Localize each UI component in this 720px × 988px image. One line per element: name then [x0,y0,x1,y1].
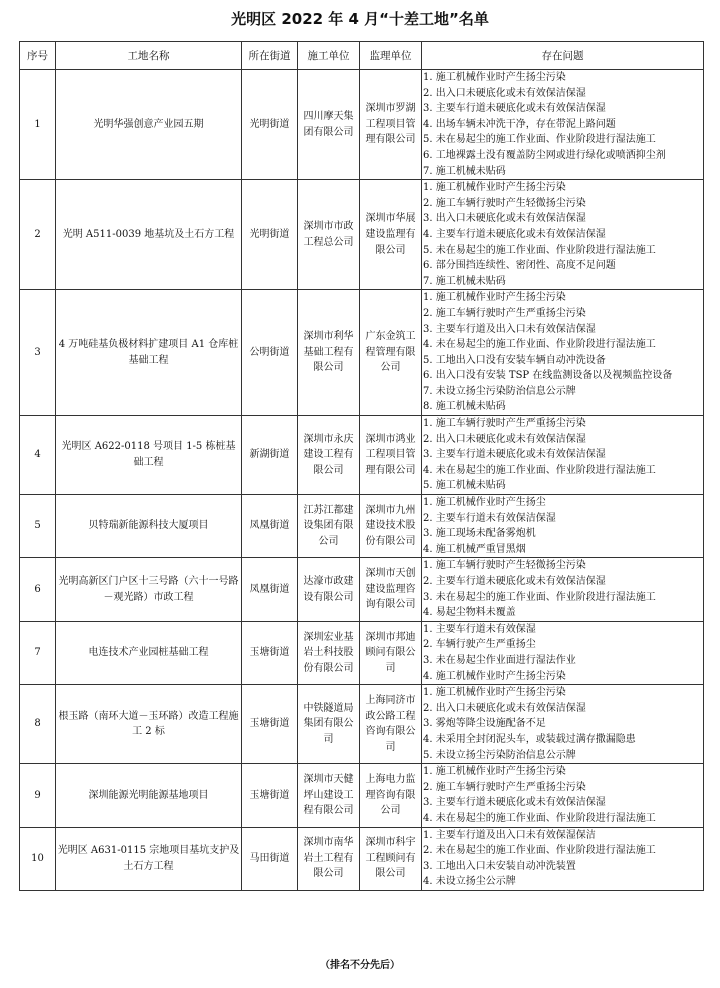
supervisor-unit: 深圳市天创建设监理咨询有限公司 [360,558,422,621]
supervisor-unit: 深圳市科宇工程顾问有限公司 [360,827,422,890]
problem-item: 2. 施工车辆行驶时产生严重扬尘污染 [423,781,586,793]
problem-item: 1. 施工机械作业时产生扬尘污染 [423,766,566,778]
problem-item: 4. 主要车行道未硬底化或未有效保洁保湿 [423,228,606,240]
problem-item: 4. 易起尘物料未覆盖 [423,607,516,619]
problem-item: 4. 未在易起尘的施工作业面、作业阶段进行湿法施工 [423,812,656,824]
problem-item: 5. 施工机械未贴码 [423,480,506,492]
problem-item: 1. 施工机械作业时产生扬尘污染 [423,182,566,194]
problem-item: 5. 未设立扬尘污染防治信息公示牌 [423,749,576,761]
problem-item: 2. 主要车行道未有效保洁保湿 [423,512,556,524]
problem-item: 3. 出入口未硬底化或未有效保洁保湿 [423,213,586,225]
builder-unit: 达濠市政建设有限公司 [298,558,360,621]
problem-item: 1. 主要车行道未有效保湿 [423,623,536,635]
problem-item: 2. 出入口未硬底化或未有效保洁保湿 [423,702,586,714]
site-name: 光明区 A631-0115 宗地项目基坑支护及土石方工程 [56,827,242,890]
problem-list [422,558,704,621]
builder-unit: 深圳市永庆建设工程有限公司 [298,416,360,495]
supervisor-unit: 深圳市鸿业工程项目管理有限公司 [360,416,422,495]
supervisor-unit: 广东金筑工程管理有限公司 [360,290,422,416]
street-name: 玉塘街道 [242,621,298,684]
problem-item: 2. 未在易起尘的施工作业面、作业阶段进行湿法施工 [423,845,656,857]
builder-unit: 深圳市利华基础工程有限公司 [298,290,360,416]
header-no: 序号 [20,42,56,70]
problem-item: 4. 未采用全封闭泥头车，或装载过满存撒漏隐患 [423,733,636,745]
header-name: 工地名称 [56,42,242,70]
table-row [20,558,704,621]
problem-item: 7. 未设立扬尘污染防治信息公示牌 [423,385,576,397]
row-number: 1 [20,70,56,180]
header-problems: 存在问题 [422,42,704,70]
builder-unit: 深圳市南华岩土工程有限公司 [298,827,360,890]
table-row [20,685,704,764]
problem-item: 3. 雾炮等降尘设施配备不足 [423,718,546,730]
problem-item: 6. 工地裸露土没有覆盖防尘网或进行绿化或喷洒抑尘剂 [423,149,666,161]
problem-item: 3. 未在易起尘的施工作业面、作业阶段进行湿法施工 [423,591,656,603]
supervisor-unit: 深圳市邦迪顾问有限公司 [360,621,422,684]
problem-item: 4. 未在易起尘的施工作业面、作业阶段进行湿法施工 [423,339,656,351]
problem-list [422,685,704,764]
street-name: 光明街道 [242,180,298,290]
problem-item: 3. 主要车行道未硬底化或未有效保洁保湿 [423,797,606,809]
problem-item: 2. 出入口未硬底化或未有效保洁保湿 [423,433,586,445]
problem-item: 5. 工地出入口没有安装车辆自动冲洗设备 [423,354,606,366]
page-title: 光明区 2022 年 4 月“十差工地”名单 [231,10,489,28]
street-name: 凤凰街道 [242,558,298,621]
problem-item: 3. 主要车行道未硬底化或未有效保洁保湿 [423,449,606,461]
table-row [20,764,704,827]
problem-item: 5. 未在易起尘的施工作业面、作业阶段进行湿法施工 [423,244,656,256]
problem-item: 4. 施工机械作业时产生扬尘污染 [423,670,566,682]
builder-unit: 深圳市市政工程总公司 [298,180,360,290]
problem-item: 3. 主要车行道未硬底化或未有效保洁保湿 [423,103,606,115]
problem-item: 3. 施工现场未配备雾炮机 [423,528,536,540]
problem-item: 6. 部分围挡连续性、密闭性、高度不足问题 [423,260,616,272]
header-supervisor: 监理单位 [360,42,422,70]
problem-item: 1. 施工车辆行驶时产生严重扬尘污染 [423,418,586,430]
problem-item: 1. 施工机械作业时产生扬尘 [423,497,546,509]
problem-item: 2. 主要车行道未硬底化或未有效保洁保湿 [423,576,606,587]
builder-unit: 江苏江都建设集团有限公司 [298,495,360,558]
problem-item: 4. 出场车辆未冲洗干净，存在带泥上路问题 [423,118,616,130]
problem-item: 4. 未在易起尘的施工作业面、作业阶段进行湿法施工 [423,464,656,476]
site-name: 电连技术产业园桩基础工程 [56,621,242,684]
problem-item: 1. 主要车行道及出入口未有效保湿保洁 [423,829,596,841]
row-number: 3 [20,290,56,416]
row-number: 9 [20,764,56,827]
street-name: 公明街道 [242,290,298,416]
problem-item: 8. 施工机械未贴码 [423,401,506,413]
table-row [20,180,704,290]
problem-item: 4. 施工机械严重冒黑烟 [423,543,526,555]
street-name: 光明街道 [242,70,298,180]
problem-item: 4. 未设立扬尘公示牌 [423,876,516,888]
row-number: 5 [20,495,56,558]
site-name: 根玉路（南环大道－玉环路）改造工程施工 2 标 [56,685,242,764]
problem-item: 1. 施工机械作业时产生扬尘污染 [423,292,566,304]
row-number: 8 [20,685,56,764]
supervisor-unit: 深圳市九州建设技术股份有限公司 [360,495,422,558]
problem-list [422,290,704,416]
table-row [20,416,704,495]
street-name: 新湖街道 [242,416,298,495]
site-name: 贝特瑞新能源科技大厦项目 [56,495,242,558]
street-name: 玉塘街道 [242,764,298,827]
supervisor-unit: 深圳市华展建设监理有限公司 [360,180,422,290]
footer-note: （排名不分先后） [320,960,400,971]
row-number: 6 [20,558,56,621]
problem-item: 5. 未在易起尘的施工作业面、作业阶段进行湿法施工 [423,134,656,146]
problem-item: 2. 施工车辆行驶时产生轻微扬尘污染 [423,197,586,209]
header-street: 所在街道 [242,42,298,70]
problem-list [422,180,704,290]
site-name: 光明高新区门户区十三号路（六十一号路－观光路）市政工程 [56,558,242,621]
site-name: 4 万吨硅基负极材料扩建项目 A1 仓库桩基础工程 [56,290,242,416]
builder-unit: 四川摩天集团有限公司 [298,70,360,180]
problem-item: 1. 施工车辆行驶时产生轻微扬尘污染 [423,560,586,572]
supervisor-unit: 深圳市罗湖工程项目管理有限公司 [360,70,422,180]
problem-item: 2. 施工车辆行驶时产生严重扬尘污染 [423,307,586,319]
table-row [20,70,704,180]
table-row [20,621,704,684]
problem-list [422,70,704,180]
problem-item: 7. 施工机械未贴码 [423,275,506,287]
supervisor-unit: 上海同济市政公路工程咨询有限公司 [360,685,422,764]
builder-unit: 中铁隧道局集团有限公司 [298,685,360,764]
table-header-row [20,42,704,70]
row-number: 4 [20,416,56,495]
problem-item: 1. 施工机械作业时产生扬尘污染 [423,687,566,699]
problem-item: 1. 施工机械作业时产生扬尘污染 [423,72,566,83]
header-builder: 施工单位 [298,42,360,70]
problem-list [422,495,704,558]
table-row [20,290,704,416]
builder-unit: 深圳市天健坪山建设工程有限公司 [298,764,360,827]
table-row [20,827,704,890]
site-name: 光明区 A622-0118 号项目 1-5 栋桩基础工程 [56,416,242,495]
street-name: 玉塘街道 [242,685,298,764]
problem-list [422,827,704,890]
street-name: 马田街道 [242,827,298,890]
problem-list [422,764,704,827]
problem-item: 7. 施工机械未贴码 [423,165,506,177]
problem-item: 3. 主要车行道及出入口未有效保洁保湿 [423,323,596,335]
row-number: 10 [20,827,56,890]
problem-item: 2. 车辆行驶产生严重扬尘 [423,639,536,651]
row-number: 7 [20,621,56,684]
site-name: 光明 A511-0039 地基坑及土石方工程 [56,180,242,290]
problem-list [422,621,704,684]
builder-unit: 深圳宏业基岩土科技股份有限公司 [298,621,360,684]
table-row [20,495,704,558]
problem-item: 6. 出入口没有安装 TSP 在线监测设备以及视频监控设备 [423,370,673,382]
construction-site-table [19,41,704,891]
problem-item: 3. 未在易起尘作业面进行湿法作业 [423,654,576,666]
supervisor-unit: 上海电力监理咨询有限公司 [360,764,422,827]
problem-item: 3. 工地出入口未安装自动冲洗装置 [423,860,576,872]
problem-item: 2. 出入口未硬底化或未有效保洁保湿 [423,87,586,99]
site-name: 光明华强创意产业园五期 [56,70,242,180]
problem-list [422,416,704,495]
row-number: 2 [20,180,56,290]
street-name: 凤凰街道 [242,495,298,558]
site-name: 深圳能源光明能源基地项目 [56,764,242,827]
